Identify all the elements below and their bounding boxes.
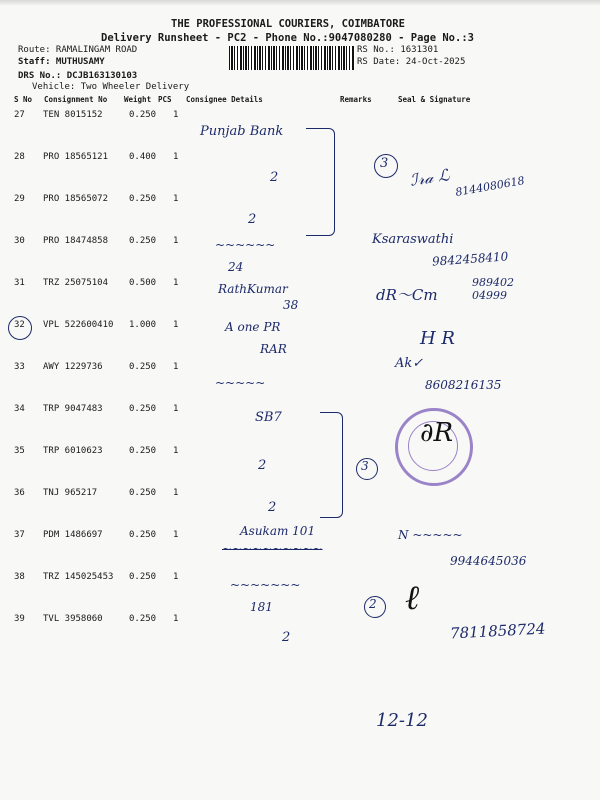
- row-sno: 38: [14, 572, 25, 582]
- row-pcs: 1: [173, 572, 179, 582]
- handwritten-footer-note: 12-12: [376, 710, 428, 731]
- handwritten-tamil-name: N ~~~~~: [398, 528, 463, 542]
- handwritten-phone: 9842458410: [431, 249, 509, 269]
- row-weight: 0.400: [129, 152, 157, 162]
- row-consignment: VPL 522600410: [43, 320, 114, 330]
- row-sno: 27: [14, 110, 25, 120]
- row-weight: 0.250: [129, 446, 157, 456]
- row-pcs: 1: [173, 614, 179, 624]
- row-weight: 0.250: [129, 488, 157, 498]
- row-weight: 0.250: [129, 194, 157, 204]
- handwritten-circled-number: 3: [380, 156, 389, 171]
- handwritten-consignee: RAR: [260, 342, 287, 356]
- row-sno: 31: [14, 278, 25, 288]
- row-pcs: 1: [173, 530, 179, 540]
- handwritten-name: Asukam 101: [240, 524, 316, 538]
- row-consignment: TRZ 145025453: [43, 572, 114, 582]
- col-consignment: Consignment No: [44, 95, 108, 104]
- row-pcs: 1: [173, 320, 179, 330]
- row-weight: 0.250: [129, 110, 157, 120]
- row-consignment: PRO 18565072: [43, 194, 109, 204]
- row-sno: 32: [14, 320, 25, 330]
- barcode: [229, 46, 355, 70]
- drs-number: DRS No.: DCJB163130103: [18, 71, 138, 81]
- row-32-circle-mark: [8, 316, 32, 340]
- bracket-mark: [320, 412, 343, 518]
- row-sno: 35: [14, 446, 25, 456]
- row-pcs: 1: [173, 110, 179, 120]
- handwritten-count: 2: [248, 212, 257, 227]
- runsheet-subtitle: Delivery Runsheet - PC2 - Phone No.:9047080280 - Page No.:3: [101, 32, 474, 44]
- row-consignment: TNJ 965217: [43, 488, 98, 498]
- row-consignment: TVL 3958060: [43, 614, 103, 624]
- row-weight: 0.250: [129, 236, 157, 246]
- row-sno: 34: [14, 404, 25, 414]
- row-consignment: TRP 6010623: [43, 446, 103, 456]
- handwritten-tamil-name: ~~~~~~~~~~: [222, 542, 323, 556]
- handwritten-initials: H R: [420, 328, 455, 349]
- col-weight: Weight: [124, 95, 152, 104]
- row-pcs: 1: [173, 278, 179, 288]
- handwritten-count: 2: [268, 500, 277, 515]
- handwritten-tamil-name: ~~~~~~~: [230, 578, 301, 592]
- row-weight: 0.250: [129, 530, 157, 540]
- handwritten-consignee: Punjab Bank: [200, 124, 284, 139]
- row-weight: 0.250: [129, 362, 157, 372]
- row-weight: 0.250: [129, 572, 157, 582]
- handwritten-number: 38: [283, 298, 299, 312]
- handwritten-phone: 8144080618: [454, 174, 526, 199]
- row-consignment: TRZ 25075104: [43, 278, 109, 288]
- row-pcs: 1: [173, 362, 179, 372]
- row-sno: 29: [14, 194, 25, 204]
- bracket-mark: [306, 128, 335, 236]
- row-consignment: PRO 18474858: [43, 236, 109, 246]
- handwritten-count: 2: [258, 458, 267, 473]
- handwritten-count: 2: [282, 630, 291, 645]
- rs-number: RS No.: 1631301: [357, 45, 439, 55]
- row-pcs: 1: [173, 446, 179, 456]
- row-pcs: 1: [173, 236, 179, 246]
- col-seal-signature: Seal & Signature: [398, 95, 471, 104]
- col-pcs: PCS: [158, 95, 172, 104]
- row-sno: 36: [14, 488, 25, 498]
- row-pcs: 1: [173, 404, 179, 414]
- row-sno: 30: [14, 236, 25, 246]
- row-consignment: AWY 1229736: [43, 362, 103, 372]
- rs-date: RS Date: 24-Oct-2025: [357, 57, 466, 67]
- row-sno: 37: [14, 530, 25, 540]
- handwritten-signature: Ak✓: [395, 356, 424, 371]
- handwritten-circled-number: 3: [361, 459, 369, 473]
- row-consignment: PRO 18565121: [43, 152, 109, 162]
- row-consignment: TRP 9047483: [43, 404, 103, 414]
- handwritten-circled-number: 2: [369, 597, 377, 611]
- handwritten-text: SB7: [255, 410, 282, 425]
- row-pcs: 1: [173, 488, 179, 498]
- col-consignee: Consignee Details: [186, 95, 263, 104]
- row-consignment: TEN 8015152: [43, 110, 103, 120]
- handwritten-tamil-name: ~~~~~~: [215, 238, 276, 252]
- handwritten-phone: 8608216135: [425, 378, 502, 392]
- scan-edge: [0, 0, 600, 6]
- handwritten-phone: 7811858724: [449, 619, 546, 643]
- row-consignment: PDM 1486697: [43, 530, 103, 540]
- company-title: THE PROFESSIONAL COURIERS, COIMBATORE: [171, 18, 405, 30]
- handwritten-name: Ksaraswathi: [372, 232, 454, 247]
- handwritten-name: RathKumar: [218, 282, 288, 296]
- handwritten-signature: ∂R: [420, 418, 454, 448]
- handwritten-phone: 989402 04999: [472, 276, 514, 302]
- col-sno: S No: [14, 95, 33, 104]
- handwritten-number: 24: [228, 260, 244, 274]
- row-sno: 28: [14, 152, 25, 162]
- col-remarks: Remarks: [340, 95, 372, 104]
- row-sno: 33: [14, 362, 25, 372]
- row-sno: 39: [14, 614, 25, 624]
- route-label: Route: RAMALINGAM ROAD: [18, 45, 138, 55]
- handwritten-signature: ℐ𝓇𝒶 ℒ: [408, 165, 451, 190]
- handwritten-signature: dR～Cm: [376, 286, 438, 304]
- row-weight: 1.000: [129, 320, 157, 330]
- handwritten-signature: ℓ: [405, 578, 420, 618]
- row-weight: 0.250: [129, 614, 157, 624]
- vehicle-label: Vehicle: Two Wheeler Delivery: [32, 82, 190, 92]
- row-pcs: 1: [173, 152, 179, 162]
- handwritten-tamil-name: ~~~~~: [215, 376, 266, 390]
- row-weight: 0.250: [129, 404, 157, 414]
- staff-label: Staff: MUTHUSAMY: [18, 57, 105, 67]
- handwritten-consignee: A one PR: [225, 320, 281, 334]
- row-weight: 0.500: [129, 278, 157, 288]
- handwritten-phone: 9944645036: [450, 554, 527, 568]
- handwritten-count: 2: [270, 170, 279, 185]
- row-pcs: 1: [173, 194, 179, 204]
- handwritten-number: 181: [250, 600, 273, 614]
